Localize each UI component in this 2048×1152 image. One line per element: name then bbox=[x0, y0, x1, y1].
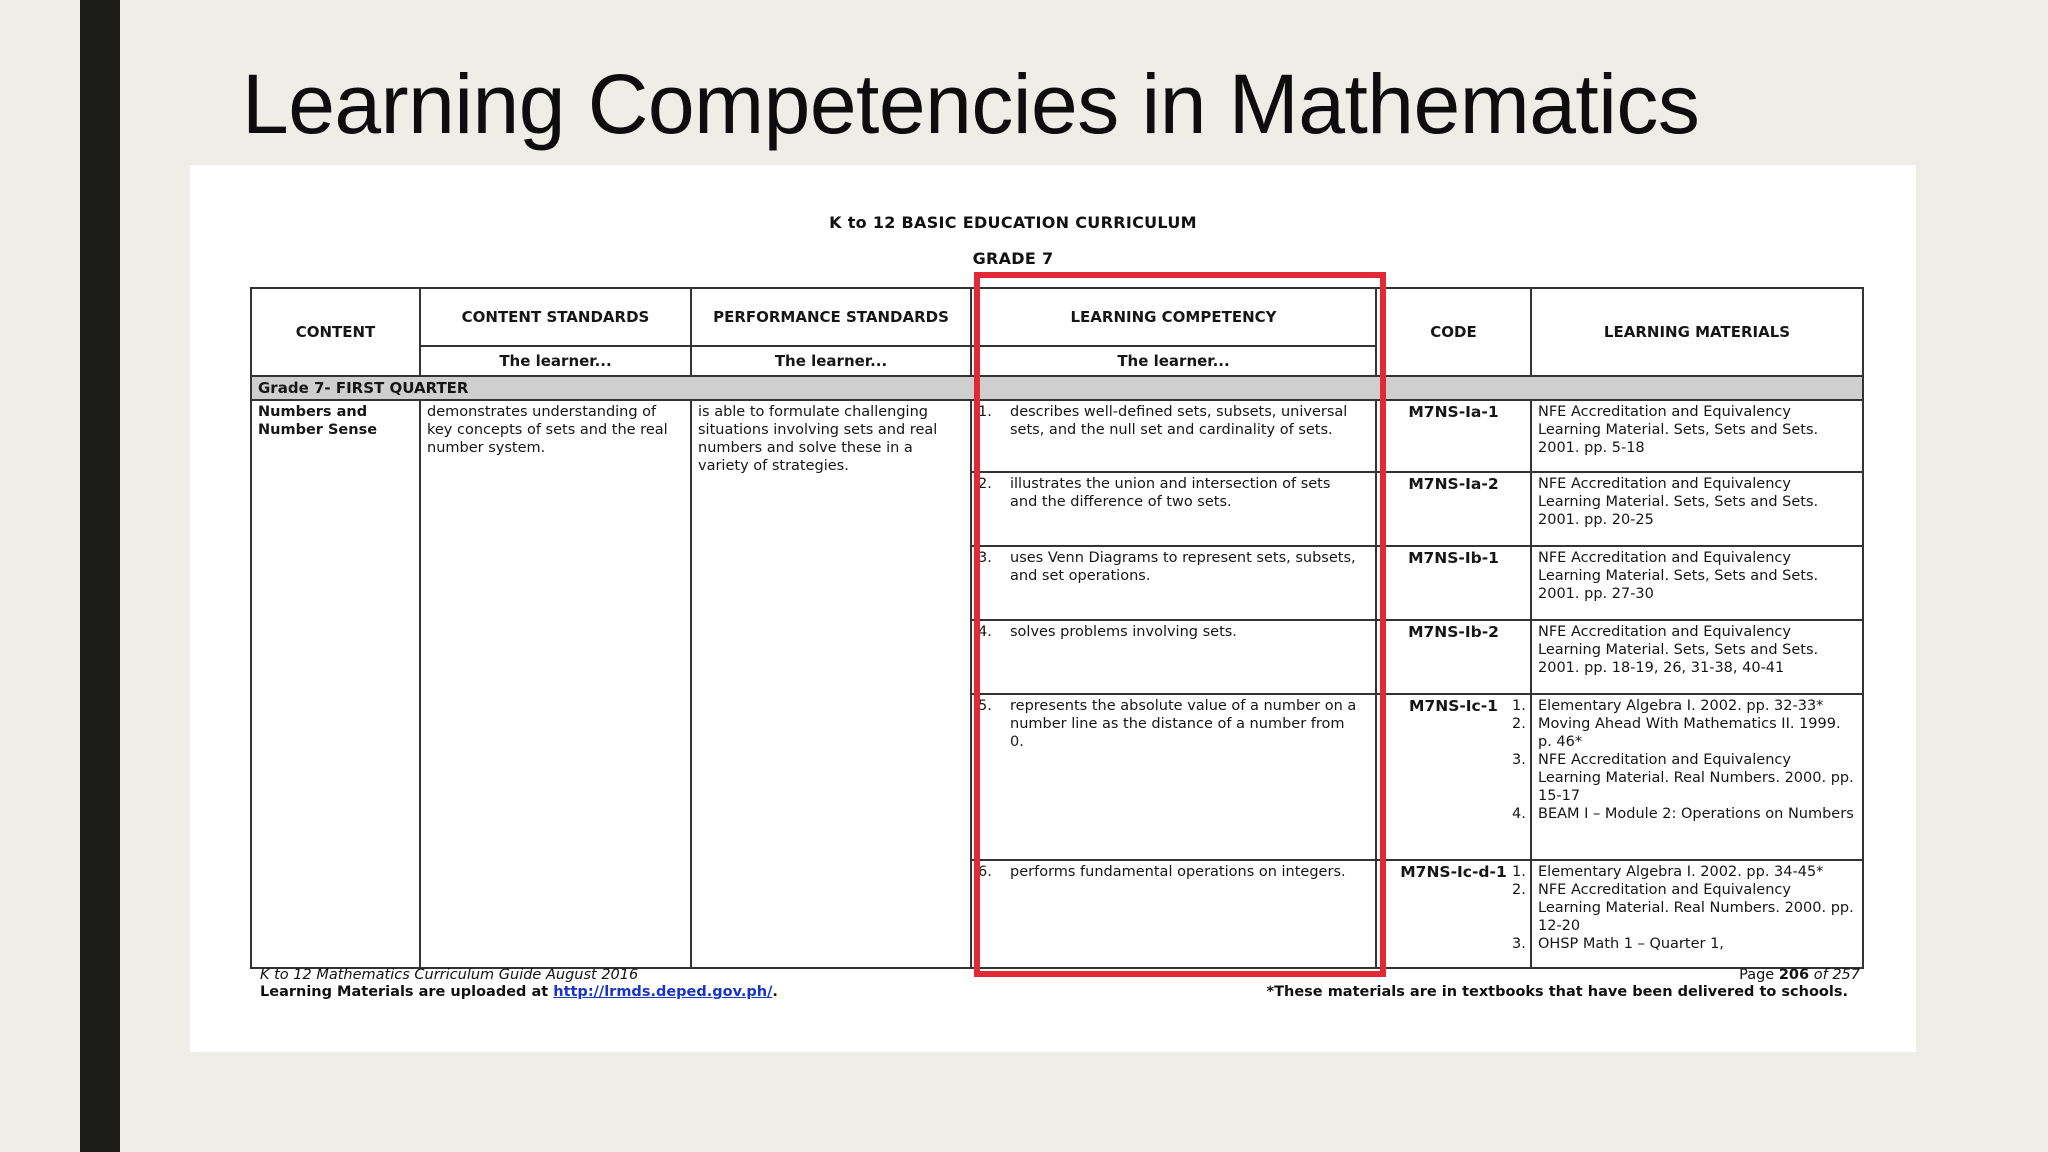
materials-cell: NFE Accreditation and Equivalency Learning Material. Sets, Sets and Sets. 2001. pp. 27-30 bbox=[1531, 546, 1863, 620]
materials-cell: NFE Accreditation and Equivalency Learning Material. Sets, Sets and Sets. 2001. pp. 18-19, 26, 31-38, 40-41 bbox=[1531, 620, 1863, 694]
subheader-learner: The learner... bbox=[971, 346, 1376, 376]
materials-cell: NFE Accreditation and Equivalency Learning Material. Sets, Sets and Sets. 2001. pp. 5-18 bbox=[1531, 400, 1863, 472]
lrmds-link[interactable]: http://lrmds.deped.gov.ph/ bbox=[553, 984, 773, 1000]
list-item: 2. NFE Accreditation and Equivalency Learning Material. Real Numbers. 2000. pp. 12-20 bbox=[1512, 882, 1854, 934]
list-item: 3. OHSP Math 1 – Quarter 1, bbox=[1512, 936, 1724, 952]
code-cell: M7NS-Ib-2 bbox=[1376, 620, 1531, 694]
code-cell: M7NS-Ic-d-1 bbox=[1376, 860, 1531, 968]
list-item: 3. NFE Accreditation and Equivalency Learning Material. Real Numbers. 2000. pp. 15-17 bbox=[1512, 752, 1854, 804]
slide-left-accent-bar bbox=[80, 0, 120, 1152]
slide-title: Learning Competencies in Mathematics bbox=[242, 57, 1700, 151]
code-cell: M7NS-Ic-1 bbox=[1376, 694, 1531, 860]
content-standard-cell: demonstrates understanding of key concepts of sets and the real number system. bbox=[420, 400, 691, 968]
header-learning-competency: LEARNING COMPETENCY bbox=[971, 288, 1376, 346]
subheader-learner: The learner... bbox=[691, 346, 971, 376]
footer-note: *These materials are in textbooks that have been delivered to schools. bbox=[1266, 984, 1848, 1000]
code-cell: M7NS-Ia-2 bbox=[1376, 472, 1531, 546]
list-item: 1. Elementary Algebra I. 2002. pp. 34-45* bbox=[1512, 864, 1824, 880]
competency-cell: 2. illustrates the union and intersection of sets and the difference of two sets. bbox=[971, 472, 1376, 546]
content-cell: Numbers and Number Sense bbox=[251, 400, 420, 968]
subheader-learner: The learner... bbox=[420, 346, 691, 376]
performance-standard-cell: is able to formulate challenging situations involving sets and real numbers and solve these in a variety of strategies. bbox=[691, 400, 971, 968]
highlight-box bbox=[974, 272, 1386, 977]
competency-cell: 6. performs fundamental operations on integers. bbox=[971, 860, 1376, 968]
document-heading: K to 12 BASIC EDUCATION CURRICULUM bbox=[829, 213, 1197, 232]
competency-cell: 1. describes well-defined sets, subsets, universal sets, and the null set and cardinality of sets. bbox=[971, 400, 1376, 472]
code-cell: M7NS-Ib-1 bbox=[1376, 546, 1531, 620]
list-item: 2. Moving Ahead With Mathematics II. 1999. p. 46* bbox=[1512, 716, 1841, 750]
competency-cell: 3. uses Venn Diagrams to represent sets, subsets, and set operations. bbox=[971, 546, 1376, 620]
header-learning-materials: LEARNING MATERIALS bbox=[1531, 288, 1863, 376]
header-content: CONTENT bbox=[251, 288, 420, 376]
curriculum-document-image bbox=[190, 165, 1916, 1052]
materials-cell: NFE Accreditation and Equivalency Learning Material. Sets, Sets and Sets. 2001. pp. 20-25 bbox=[1531, 472, 1863, 546]
header-code: CODE bbox=[1376, 288, 1531, 376]
code-cell: M7NS-Ia-1 bbox=[1376, 400, 1531, 472]
header-content-standards: CONTENT STANDARDS bbox=[420, 288, 691, 346]
grade-heading: GRADE 7 bbox=[972, 249, 1054, 268]
footer-guide-text: K to 12 Mathematics Curriculum Guide August 2016 bbox=[260, 967, 639, 983]
footer-page-number: Page 206 of 257 bbox=[1739, 967, 1860, 983]
materials-cell bbox=[1512, 860, 1863, 968]
quarter-label: Grade 7- FIRST QUARTER bbox=[251, 376, 1863, 400]
competency-cell: 4. solves problems involving sets. bbox=[971, 620, 1376, 694]
list-item: 4. BEAM I – Module 2: Operations on Numbers bbox=[1512, 806, 1854, 822]
list-item: 1. Elementary Algebra I. 2002. pp. 32-33* bbox=[1512, 698, 1824, 714]
materials-cell bbox=[1512, 694, 1863, 860]
header-performance-standards: PERFORMANCE STANDARDS bbox=[691, 288, 971, 346]
competency-cell: 5. represents the absolute value of a number on a number line as the distance of a number from 0. bbox=[971, 694, 1376, 860]
footer-materials-text: Learning Materials are uploaded at http://lrmds.deped.gov.ph/. bbox=[260, 984, 778, 1000]
